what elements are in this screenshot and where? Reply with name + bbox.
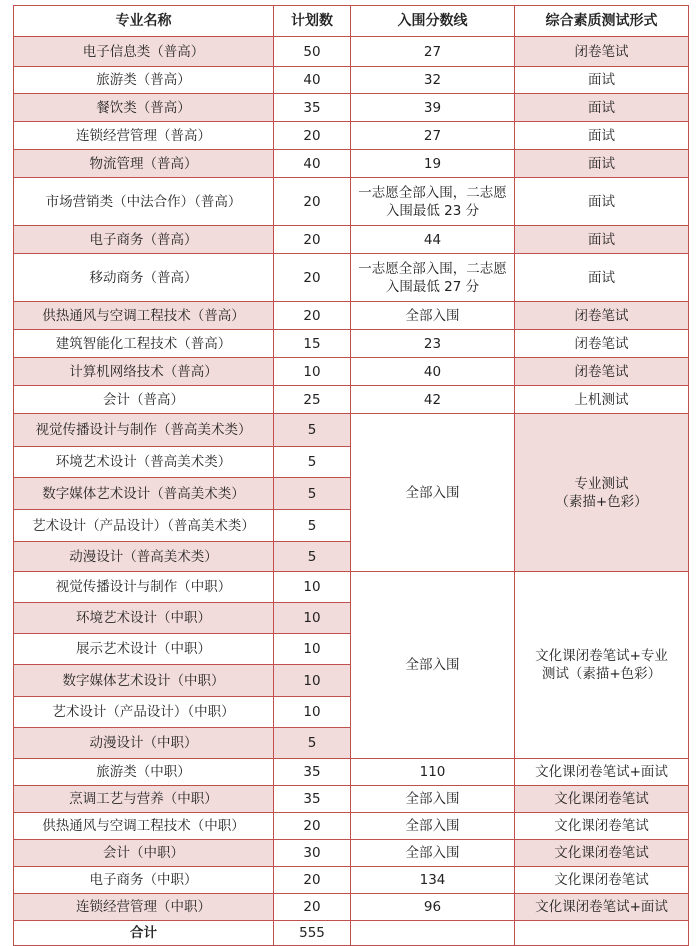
major-name: 展示艺术设计（中职）	[14, 634, 274, 665]
major-name: 旅游类（中职）	[14, 759, 274, 786]
plan-count: 10	[274, 634, 351, 665]
table-row	[14, 414, 689, 447]
major-name: 烹调工艺与营养（中职）	[14, 786, 274, 813]
score-line: 19	[351, 150, 515, 178]
plan-count: 10	[274, 697, 351, 728]
header-major: 专业名称	[14, 6, 274, 37]
table-row	[14, 572, 689, 603]
plan-count: 40	[274, 67, 351, 94]
table-row	[14, 358, 689, 386]
test-form: 文化课闭卷笔试	[515, 840, 689, 867]
plan-count: 10	[274, 572, 351, 603]
total-row	[14, 921, 689, 946]
major-name: 艺术设计（产品设计）（普高美术类）	[14, 510, 274, 542]
plan-count: 35	[274, 94, 351, 122]
major-name: 数字媒体艺术设计（普高美术类）	[14, 478, 274, 510]
table-row	[14, 37, 689, 67]
major-name: 供热通风与空调工程技术（普高）	[14, 302, 274, 330]
major-name: 电子商务（普高）	[14, 226, 274, 254]
table-row	[14, 867, 689, 894]
plan-count: 20	[274, 894, 351, 921]
score-line: 全部入围	[351, 840, 515, 867]
test-form: 闭卷笔试	[515, 358, 689, 386]
test-form-line: 专业测试	[574, 475, 629, 492]
total-label: 合计	[14, 921, 274, 946]
major-name: 视觉传播设计与制作（中职）	[14, 572, 274, 603]
score-line: 134	[351, 867, 515, 894]
score-line: 32	[351, 67, 515, 94]
plan-count: 10	[274, 358, 351, 386]
plan-count: 50	[274, 37, 351, 67]
test-form-line: 文化课闭卷笔试+专业	[535, 648, 668, 664]
score-line-merged: 全部入围	[351, 414, 515, 572]
major-name: 动漫设计（普高美术类）	[14, 542, 274, 572]
table-row	[14, 254, 689, 302]
plan-count: 20	[274, 226, 351, 254]
test-form-line: （素描+色彩）	[555, 493, 648, 510]
score-line: 全部入围	[351, 813, 515, 840]
test-form: 面试	[515, 94, 689, 122]
score-line-merged: 全部入围	[351, 572, 515, 759]
table-row	[14, 302, 689, 330]
test-form-merged	[515, 572, 689, 759]
score-line: 40	[351, 358, 515, 386]
test-form: 闭卷笔试	[515, 302, 689, 330]
test-form: 文化课闭卷笔试	[515, 813, 689, 840]
test-form: 面试	[515, 67, 689, 94]
table-row	[14, 67, 689, 94]
major-name: 会计（中职）	[14, 840, 274, 867]
header-test: 综合素质测试形式	[515, 6, 689, 37]
total-empty-score	[351, 921, 515, 946]
major-name: 连锁经营管理（普高）	[14, 122, 274, 150]
table-row	[14, 786, 689, 813]
plan-count: 35	[274, 759, 351, 786]
major-name: 视觉传播设计与制作（普高美术类）	[14, 414, 274, 447]
plan-count: 35	[274, 786, 351, 813]
table-row	[14, 759, 689, 786]
table-row	[14, 150, 689, 178]
plan-count: 20	[274, 867, 351, 894]
table-row	[14, 386, 689, 414]
plan-count: 20	[274, 254, 351, 302]
major-name: 移动商务（普高）	[14, 254, 274, 302]
table-row	[14, 330, 689, 358]
major-name: 计算机网络技术（普高）	[14, 358, 274, 386]
score-line: 23	[351, 330, 515, 358]
test-form-line: 测试（素描+色彩）	[541, 666, 662, 682]
major-name: 环境艺术设计（中职）	[14, 603, 274, 634]
test-form-merged	[515, 414, 689, 572]
plan-count: 20	[274, 122, 351, 150]
score-line: 39	[351, 94, 515, 122]
plan-count: 30	[274, 840, 351, 867]
table-row	[14, 122, 689, 150]
major-name: 环境艺术设计（普高美术类）	[14, 447, 274, 478]
test-form: 面试	[515, 226, 689, 254]
table-row	[14, 178, 689, 226]
plan-count: 10	[274, 665, 351, 697]
major-name: 建筑智能化工程技术（普高）	[14, 330, 274, 358]
test-form: 文化课闭卷笔试	[515, 867, 689, 894]
score-line: 全部入围	[351, 786, 515, 813]
plan-count: 25	[274, 386, 351, 414]
plan-count: 20	[274, 178, 351, 226]
plan-count: 5	[274, 414, 351, 447]
plan-count: 15	[274, 330, 351, 358]
major-name: 电子信息类（普高）	[14, 37, 274, 67]
score-line: 27	[351, 37, 515, 67]
test-form: 面试	[515, 122, 689, 150]
table-row	[14, 894, 689, 921]
plan-count: 10	[274, 603, 351, 634]
major-name: 连锁经营管理（中职）	[14, 894, 274, 921]
major-name: 动漫设计（中职）	[14, 728, 274, 759]
score-line: 一志愿全部入围，二志愿入围最低 27 分	[351, 254, 515, 302]
test-form: 面试	[515, 178, 689, 226]
test-form: 上机测试	[515, 386, 689, 414]
test-form: 面试	[515, 254, 689, 302]
plan-count: 40	[274, 150, 351, 178]
plan-count: 5	[274, 447, 351, 478]
total-empty-test	[515, 921, 689, 946]
test-form: 闭卷笔试	[515, 330, 689, 358]
table-row	[14, 226, 689, 254]
plan-count: 5	[274, 510, 351, 542]
major-name: 物流管理（普高）	[14, 150, 274, 178]
major-name: 市场营销类（中法合作）（普高）	[14, 178, 274, 226]
admission-score-table	[13, 5, 689, 946]
score-line: 44	[351, 226, 515, 254]
major-name: 数字媒体艺术设计（中职）	[14, 665, 274, 697]
test-form: 文化课闭卷笔试	[515, 786, 689, 813]
admission-table-container	[13, 5, 688, 946]
score-line: 110	[351, 759, 515, 786]
header-score: 入围分数线	[351, 6, 515, 37]
header-plan: 计划数	[274, 6, 351, 37]
plan-count: 5	[274, 542, 351, 572]
plan-count: 20	[274, 302, 351, 330]
score-line: 96	[351, 894, 515, 921]
test-form: 文化课闭卷笔试+面试	[515, 759, 689, 786]
total-plan: 555	[274, 921, 351, 946]
score-line: 27	[351, 122, 515, 150]
plan-count: 5	[274, 478, 351, 510]
major-name: 电子商务（中职）	[14, 867, 274, 894]
test-form: 文化课闭卷笔试+面试	[515, 894, 689, 921]
plan-count: 20	[274, 813, 351, 840]
table-row	[14, 840, 689, 867]
score-line: 42	[351, 386, 515, 414]
test-form: 面试	[515, 150, 689, 178]
table-row	[14, 813, 689, 840]
header-row	[14, 6, 689, 37]
major-name: 旅游类（普高）	[14, 67, 274, 94]
major-name: 艺术设计（产品设计）（中职）	[14, 697, 274, 728]
major-name: 餐饮类（普高）	[14, 94, 274, 122]
score-line: 全部入围	[351, 302, 515, 330]
table-row	[14, 94, 689, 122]
major-name: 会计（普高）	[14, 386, 274, 414]
major-name: 供热通风与空调工程技术（中职）	[14, 813, 274, 840]
plan-count: 5	[274, 728, 351, 759]
test-form: 闭卷笔试	[515, 37, 689, 67]
score-line: 一志愿全部入围，二志愿入围最低 23 分	[351, 178, 515, 226]
